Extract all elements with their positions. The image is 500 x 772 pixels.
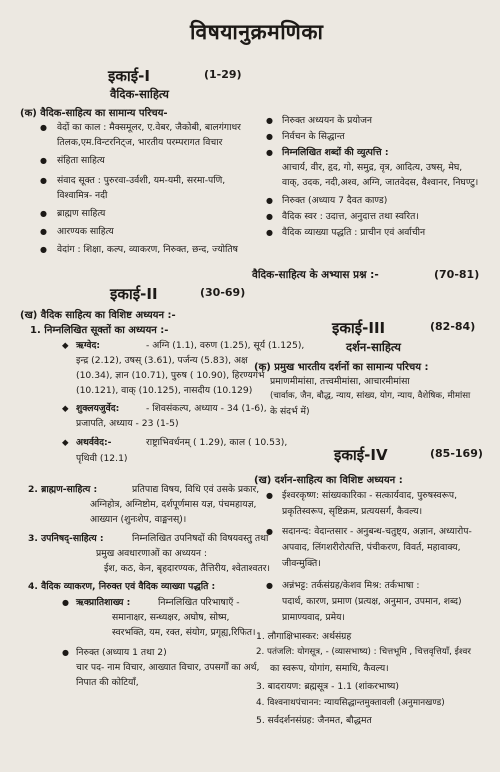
unit-4-block-line: ईश्वरकृष्ण: सांख्यकारिका - सत्कार्यवाद, पुरुषस्वरूप, — [282, 490, 458, 501]
point-2-line: आख्यान (शुनःशेप, वाङ्मनस्)। — [90, 514, 187, 525]
rigveda-line: (10.121), वाक् (10.125), नासदीय (10.129) — [76, 385, 253, 396]
list-item: विश्वामित्र- नदी — [57, 190, 108, 201]
nirukta-line: निपात की कोटियाँ, — [76, 677, 139, 688]
diamond-bullet-icon: ◆ — [62, 404, 69, 414]
diamond-bullet-icon: ◆ — [62, 341, 69, 351]
atharva-line: पृथिवी (12.1) — [76, 453, 128, 464]
bullet-icon: ● — [266, 581, 273, 590]
numbered-item: 3. बादरायण: ब्रह्मसूत्र - 1.1 (शांकरभाष्य) — [256, 681, 399, 692]
practice-questions-range: (70-81) — [434, 268, 480, 281]
list-item: तिलक,एम.विन्टरनिट्ज, भारतीय परम्परागत विचार — [57, 137, 223, 148]
vyutpatti-heading: निम्नलिखित शब्दों की व्युत्पत्ति : — [282, 147, 389, 158]
page-title: विषयानुक्रमणिका — [190, 20, 324, 44]
nirukta-label: निरुक्त (अध्याय 1 तथा 2) — [76, 647, 167, 658]
numbered-item: 4. विश्वनाथपंचानन: न्यायसिद्धान्तमुक्तावली (अनुमानखण्ड) — [256, 698, 445, 708]
numbered-item: 2. पतंजलि: योगसूत्र, - (व्यासभाष्य) : चित्तभूमि , चित्तवृत्तियाँ, ईश्वर — [256, 647, 471, 657]
point-4-heading: 4. वैदिक व्याकरण, निरुक्त एवं वैदिक व्याख्या पद्धति : — [28, 581, 216, 592]
unit-4-block-line: जीवन्मुक्ति। — [282, 558, 321, 569]
unit-2-range: (30-69) — [200, 286, 246, 299]
vyutpatti-line: आचार्य, वीर, हृद, गो, समुद्र, वृत्र, आदित्य, उषस्, मेघ, — [282, 162, 463, 173]
unit-4-block-line: प्रकृतिस्वरूप, सृष्टिक्रम, प्रत्ययसर्ग, कैवल्य। — [282, 506, 423, 517]
bullet-icon: ● — [62, 648, 69, 657]
right-list-item: वैदिक व्याख्या पद्धति : प्राचीन एवं अर्वाचीन — [282, 227, 426, 238]
bullet-icon: ● — [266, 116, 273, 125]
rigveda-label: ऋग्वेद: — [76, 340, 101, 351]
list-item: वेदांग : शिक्षा, कल्प, व्याकरण, निरुक्त, छन्द, ज्योतिष — [57, 244, 238, 255]
right-list-item: वैदिक स्वर : उदात्त, अनुदात्त तथा स्वरित। — [282, 211, 419, 222]
rigveda-line: - अग्नि (1.1), वरुण (1.25), सूर्य (1.125), — [146, 340, 305, 351]
diamond-bullet-icon: ◆ — [62, 438, 69, 448]
list-item: संवाद सूक्त : पुरुरवा-उर्वशी, यम-यमी, सरमा-पणि, — [57, 175, 226, 186]
bullet-icon: ● — [266, 132, 273, 141]
yajurveda-label: शुक्लयजुर्वेद: — [76, 403, 120, 414]
numbered-item: का स्वरूप, योगांग, समाधि, कैवल्य। — [270, 663, 389, 674]
vyutpatti-line: वाक्, उदक, नदी,अश्व, अग्नि, जातवेदस, वैश्वानर, निघण्टु। — [282, 177, 479, 188]
point-2-line: प्रतिपाद्य विषय, विधि एवं उसके प्रकार, — [132, 484, 260, 495]
bullet-icon: ● — [266, 491, 273, 500]
unit-4-range: (85-169) — [430, 447, 483, 460]
point-3-line: ईश, कठ, केन, बृहदारण्यक, तैत्तिरीय, श्वेताश्वतर। — [104, 563, 270, 574]
unit-1-range: (1-29) — [204, 68, 242, 81]
bullet-icon: ● — [40, 227, 47, 236]
unit-4-heading: इकाई-IV — [334, 446, 388, 464]
bullet-icon: ● — [266, 148, 273, 157]
atharva-label: अथर्ववेद:- — [76, 437, 112, 448]
rigveda-line: (10.34), ज्ञान (10.71), पुरुष ( 10.90), हिरण्यगर्भ — [76, 370, 265, 381]
unit-3-range: (82-84) — [430, 320, 476, 333]
unit-1-heading: इकाई-I — [108, 67, 150, 85]
section-ka-heading: (क) वैदिक-साहित्य का सामान्य परिचय- — [20, 108, 168, 119]
bullet-icon: ● — [40, 156, 47, 165]
bullet-icon: ● — [62, 598, 69, 607]
unit-3-line: प्रमाणमीमांसा, तत्त्वमीमांसा, आचारमीमांसा — [270, 376, 410, 387]
right-list-item: निर्वचन के सिद्धान्त — [282, 131, 345, 142]
list-item: ब्राह्मण साहित्य — [57, 208, 106, 219]
rkpratishakhya-label: ऋक्प्रातिशाख्य : — [76, 597, 131, 608]
unit-4-block-line: सदानन्द: वेदान्तसार - अनुबन्ध-चतुष्ट्य, अज्ञान, अध्यारोप- — [282, 526, 472, 537]
section-kha-heading: (ख) वैदिक साहित्य का विशिष्ट अध्ययन :- — [20, 310, 176, 321]
list-item: संहिता साहित्य — [57, 155, 105, 166]
unit-3-heading: इकाई-III — [332, 319, 386, 337]
unit-4-block-line: अपवाद, लिंगशरीरोत्पत्ति, पंचीकरण, विवर्त, महावाक्य, — [282, 542, 461, 553]
point-2-line: अग्निहोत्र, अग्निष्टोम, दर्शपूर्णमास यज्ञ, पंचमहायज्ञ, — [90, 499, 257, 510]
bullet-icon: ● — [40, 123, 47, 132]
bullet-icon: ● — [266, 212, 273, 221]
list-item: आरण्यक साहित्य — [57, 226, 114, 237]
unit-4-section: (ख) दर्शन-साहित्य का विशिष्ट अध्ययन : — [254, 475, 403, 486]
right-list-item: निरुक्त अध्ययन के प्रयोजन — [282, 115, 373, 126]
bullet-icon: ● — [266, 527, 273, 536]
numbered-item: 5. सर्वदर्शनसंग्रह: जैनमत, बौद्धमत — [256, 715, 372, 726]
rkpratishakhya-line: समानाक्षर, सन्ध्यक्षर, अघोष, सोष्म, — [112, 612, 230, 623]
list-item: वेदों का काल : मैक्समूलर, ए.वेबर, जैकोबी, बालगंगाधर — [57, 122, 241, 133]
bullet-icon: ● — [266, 228, 273, 237]
unit-4-block-line: अन्नंभट्ट: तर्कसंग्रह/केशव मिश्र: तर्कभाषा : — [282, 580, 420, 591]
numbered-item: 1. लौगाक्षिभास्कर: अर्थसंग्रह — [256, 631, 352, 642]
bullet-icon: ● — [266, 196, 273, 205]
bullet-icon: ● — [40, 245, 47, 254]
rkpratishakhya-line: निम्नलिखित परिभाषाएँ - — [158, 597, 240, 608]
yajurveda-line: - शिवसंकल्प, अध्याय - 34 (1-6), — [146, 403, 267, 414]
rigveda-line: इन्द्र (2.12), उषस् (3.61), पर्जन्य (5.83), अक्ष — [76, 355, 248, 366]
unit-3-section: (क) प्रमुख भारतीय दर्शनों का सामान्य परिचय : — [254, 362, 429, 373]
unit-4-block-line: प्रामाण्यवाद, प्रमेय। — [282, 612, 345, 623]
point-2-heading: 2. ब्राह्मण-साहित्य : — [28, 484, 98, 495]
nirukta-line: चार पद- नाम विचार, आख्यात विचार, उपसर्गों का अर्थ, — [76, 662, 260, 673]
unit-4-block-line: पदार्थ, कारण, प्रमाण (प्रत्यक्ष, अनुमान, उपमान, शब्द) — [282, 596, 462, 607]
practice-questions-label: वैदिक-साहित्य के अभ्यास प्रश्न :- — [252, 269, 379, 281]
unit-1-subtitle: वैदिक-साहित्य — [110, 87, 169, 101]
unit-2-heading: इकाई-II — [110, 285, 158, 303]
unit-3-line: के संदर्भ में) — [270, 406, 310, 417]
right-list-item: निरुक्त (अध्याय 7 दैवत काण्ड) — [282, 195, 388, 206]
point-3-heading: 3. उपनिषद्-साहित्य : — [28, 533, 104, 544]
point-3-line: प्रमुख अवधारणाओं का अध्ययन : — [96, 548, 208, 559]
bullet-icon: ● — [40, 209, 47, 218]
atharva-line: राष्ट्राभिवर्धनम् ( 1.29), काल ( 10.53), — [146, 437, 288, 448]
point-3-line: निम्नलिखित उपनिषदों की विषयवस्तु तथा — [132, 533, 269, 544]
yajurveda-line: प्रजापति, अध्याय - 23 (1-5) — [76, 418, 179, 429]
rkpratishakhya-line: स्वरभक्ति, यम, रक्त, संयोग, प्रगृह्य,रिफित। — [112, 627, 256, 638]
point-1-heading: 1. निम्नलिखित सूक्तों का अध्ययन :- — [30, 325, 169, 336]
unit-3-line: (चार्वाक, जैन, बौद्ध, न्याय, सांख्य, योग, न्याय, वैशेषिक, मीमांसा — [270, 391, 471, 401]
bullet-icon: ● — [40, 176, 47, 185]
unit-3-subtitle: दर्शन-साहित्य — [346, 340, 401, 354]
